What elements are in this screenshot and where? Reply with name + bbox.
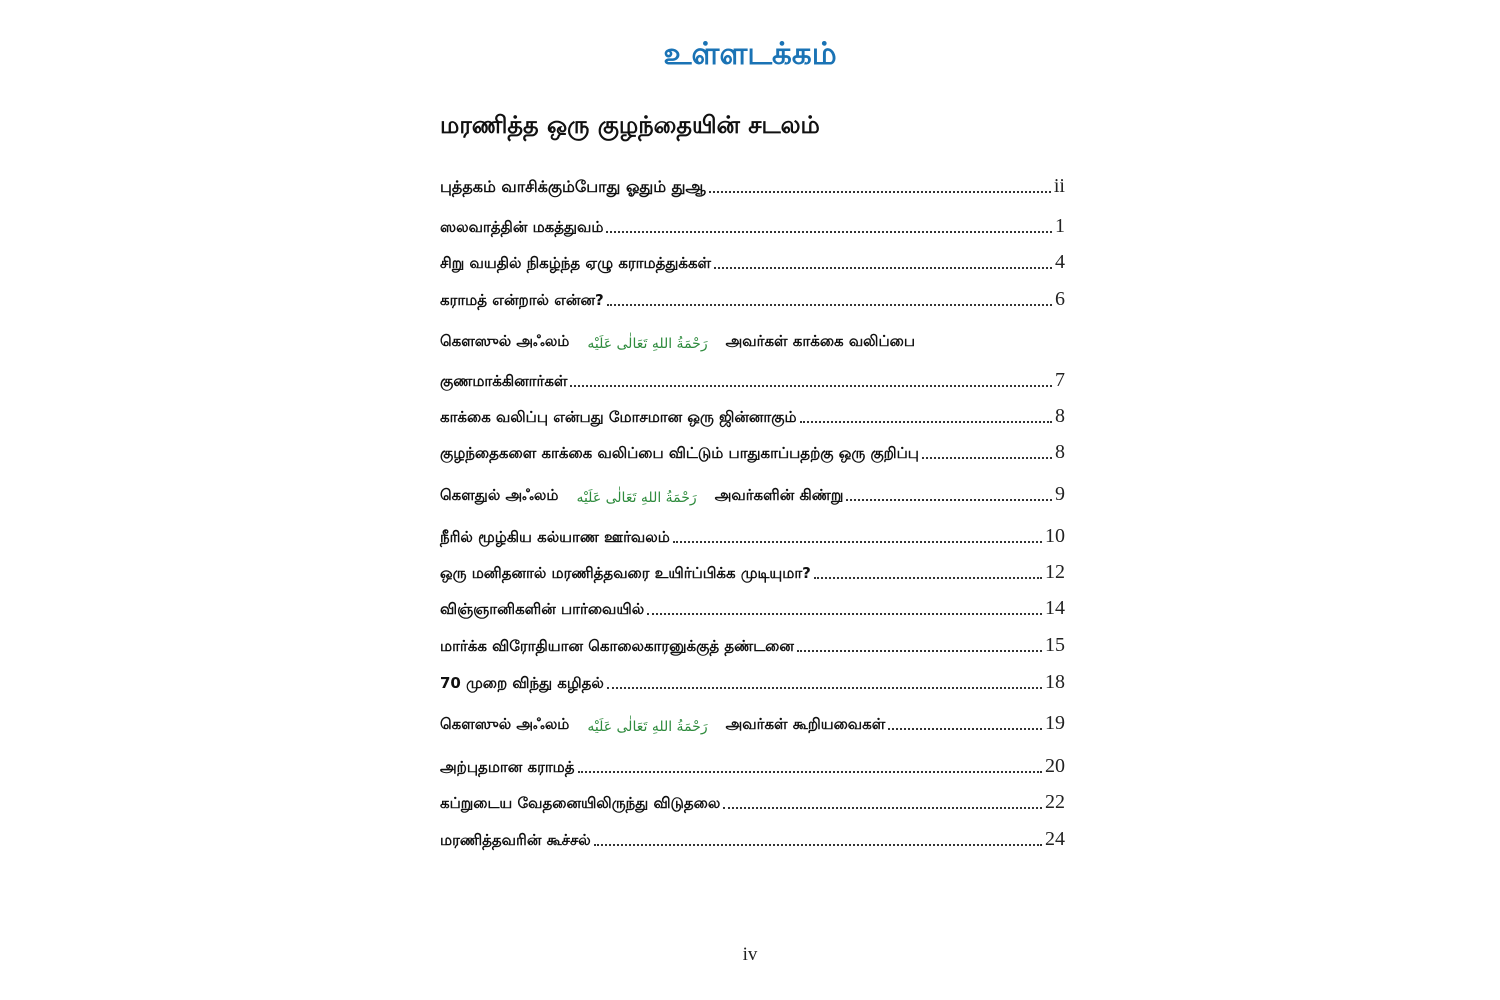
dot-leader <box>888 728 1042 730</box>
honorific-arabic: رَحْمَةُ اللهِ تَعَالٰى عَلَيْه <box>587 719 708 735</box>
toc-entry[interactable] <box>440 476 1065 506</box>
toc-entry-page: 24 <box>1045 828 1065 850</box>
toc-entry-title: கராமத் என்றால் என்ன? <box>440 291 604 309</box>
toc-entry-page: 22 <box>1045 791 1065 813</box>
toc-entry[interactable] <box>440 518 1065 548</box>
toc-entry[interactable] <box>440 168 1065 198</box>
toc-entry-page: 6 <box>1055 288 1065 310</box>
toc-entry-page: 15 <box>1045 634 1065 656</box>
dot-leader <box>723 807 1042 809</box>
dot-leader <box>922 457 1052 459</box>
dot-leader <box>607 304 1052 306</box>
toc-entry-title: சிறு வயதில் நிகழ்ந்த ஏழு கராமத்துக்கள் <box>440 254 712 272</box>
dot-leader <box>714 267 1052 269</box>
toc-entry[interactable] <box>440 208 1065 238</box>
toc-entry-page: 20 <box>1045 755 1065 777</box>
toc-entry-page: 8 <box>1055 405 1065 427</box>
page-number: iv <box>742 944 758 965</box>
toc-entry[interactable] <box>440 784 1065 814</box>
dot-leader <box>607 687 1042 689</box>
toc-entry[interactable] <box>440 281 1065 311</box>
toc-entry[interactable] <box>440 362 1065 392</box>
dot-leader <box>797 650 1042 652</box>
honorific-arabic: رَحْمَةُ اللهِ تَعَالٰى عَلَيْه <box>587 336 708 352</box>
toc-entry-title: அற்புதமான கராமத் <box>440 758 575 776</box>
toc-entry-title: கௌஸுல் அஃலம் <box>440 332 570 350</box>
dot-leader <box>578 771 1042 773</box>
dot-leader <box>606 231 1052 233</box>
toc-entry-page: 10 <box>1045 525 1065 547</box>
toc-entry-page: 12 <box>1045 561 1065 583</box>
dot-leader <box>570 385 1052 387</box>
toc-entry-page: 7 <box>1055 369 1065 391</box>
toc-entry[interactable] <box>440 434 1065 464</box>
toc-entry[interactable] <box>440 705 1065 735</box>
toc-entry-title: குணமாக்கினார்கள் <box>440 372 568 390</box>
toc-entry-page: ii <box>1053 175 1065 197</box>
toc-entry-page: 14 <box>1045 597 1065 619</box>
toc-entry-title: விஞ்ஞானிகளின் பார்வையில் <box>440 600 645 618</box>
toc-entry-title: மார்க்க விரோதியான கொலைகாரனுக்குத் தண்டனை <box>440 637 794 655</box>
toc-entry-title: புத்தகம் வாசிக்கும்போது ஓதும் துஆ <box>440 177 706 196</box>
toc-entry-title: காக்கை வலிப்பு என்பது மோசமான ஒரு ஜின்னாகும் <box>440 408 797 426</box>
dot-leader <box>647 613 1042 615</box>
toc-entry[interactable] <box>440 398 1065 428</box>
dot-leader <box>846 499 1052 501</box>
toc-entry-title: 70 முறை விந்து கழிதல் <box>440 674 604 692</box>
toc-entry-title: கௌஸுல் அஃலம் <box>440 715 570 733</box>
dot-leader <box>814 577 1042 579</box>
toc-entry[interactable] <box>440 748 1065 778</box>
dot-leader <box>673 541 1042 543</box>
toc-entry[interactable] <box>440 322 1065 352</box>
toc-entry[interactable] <box>440 664 1065 694</box>
toc-entry-title-continued: அவர்களின் கிண்று <box>714 486 844 504</box>
honorific-arabic: رَحْمَةُ اللهِ تَعَالٰى عَلَيْه <box>576 490 697 506</box>
toc-entry[interactable] <box>440 554 1065 584</box>
toc-entry-page: 19 <box>1045 712 1065 734</box>
toc-entry[interactable] <box>440 821 1065 851</box>
toc-entry-page: 4 <box>1055 251 1065 273</box>
toc-entry-title: கப்றுடைய வேதனையிலிருந்து விடுதலை <box>440 794 721 812</box>
dot-leader <box>709 191 1051 193</box>
toc-entry-title: ஸலவாத்தின் மகத்துவம் <box>440 218 604 236</box>
book-title: மரணித்த ஒரு குழந்தையின் சடலம் <box>440 111 820 139</box>
toc-entry-page: 9 <box>1055 483 1065 505</box>
contents-heading: உள்ளடக்கம் <box>663 36 837 72</box>
toc-entry-page: 8 <box>1055 441 1065 463</box>
toc-entry-page: 1 <box>1055 215 1065 237</box>
toc-entry-title: கௌதுல் அஃலம் <box>440 486 559 504</box>
toc-entry-title-continued: அவர்கள் கூறியவைகள் <box>725 715 886 733</box>
dot-leader <box>594 844 1042 846</box>
toc-entry[interactable] <box>440 590 1065 620</box>
toc-entry[interactable] <box>440 627 1065 657</box>
toc-entry-title: குழந்தைகளை காக்கை வலிப்பை விட்டும் பாதுகாப்பதற்கு ஒரு குறிப்பு <box>440 444 919 462</box>
toc-entry-page: 18 <box>1045 671 1065 693</box>
toc-entry-title-continued: அவர்கள் காக்கை வலிப்பை <box>725 332 915 350</box>
toc-entry-title: ஒரு மனிதனால் மரணித்தவரை உயிர்ப்பிக்க முடியுமா? <box>440 564 811 582</box>
toc-entry[interactable] <box>440 244 1065 274</box>
toc-entry-title: நீரில் மூழ்கிய கல்யாண ஊர்வலம் <box>440 528 670 546</box>
dot-leader <box>800 421 1052 423</box>
toc-entry-title: மரணித்தவரின் கூச்சல் <box>440 831 591 849</box>
